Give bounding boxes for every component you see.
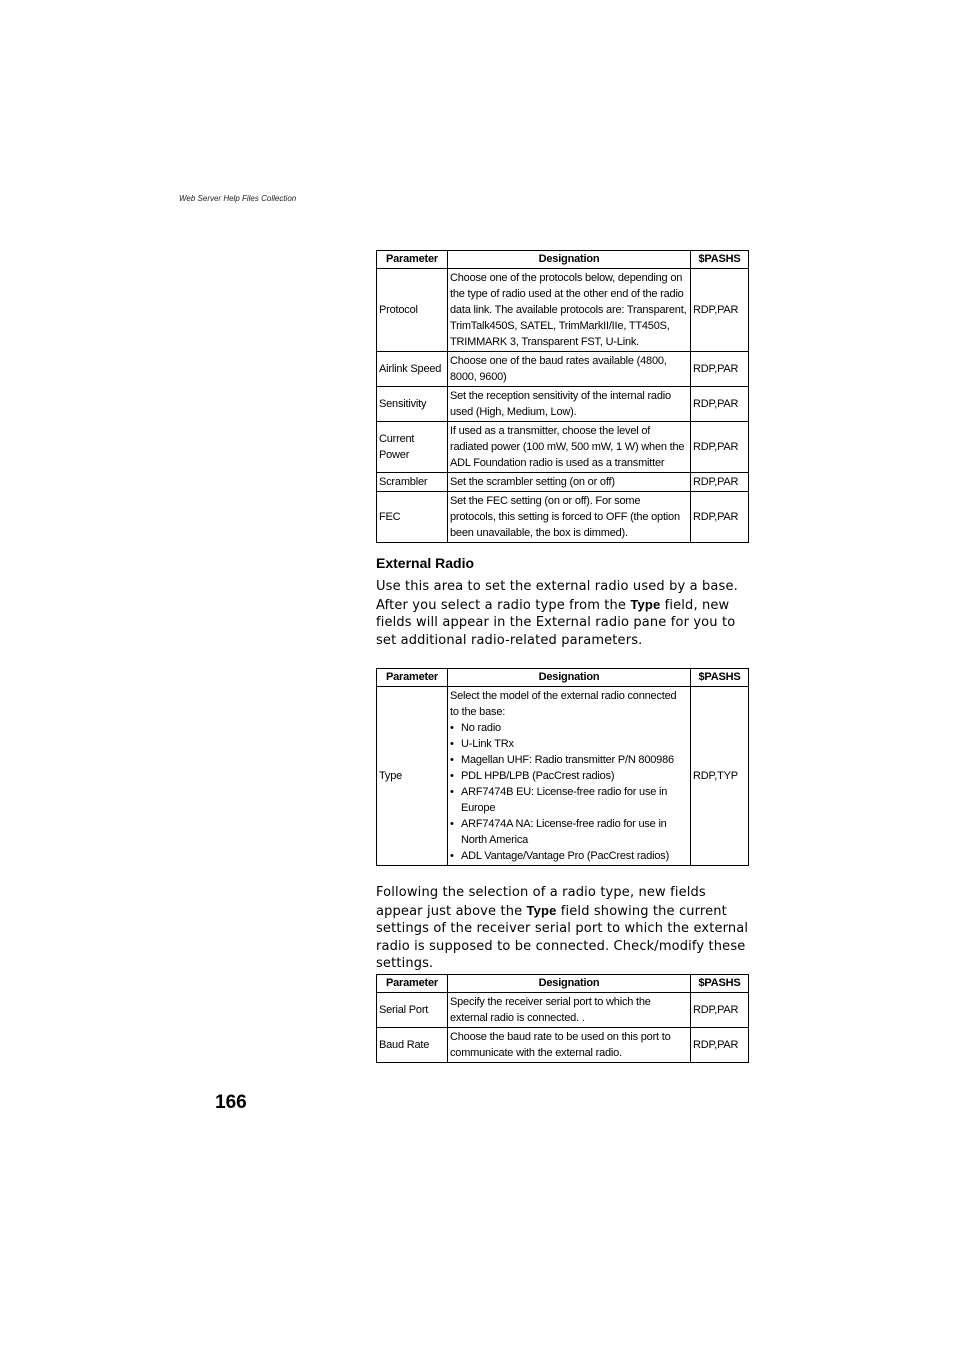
type-field-reference: Type: [630, 596, 661, 612]
table-row: [377, 1028, 749, 1063]
column-header-pashs: $PASHS: [691, 669, 749, 687]
parameter-cell: Protocol: [377, 269, 448, 352]
pashs-cell: RDP,PAR: [691, 269, 749, 352]
designation-cell: If used as a transmitter, choose the level of radiated power (100 mW, 500 mW, 1 W) when the ADL Foundation radio is used as a transmitter: [448, 422, 691, 473]
internal-radio-table: [376, 250, 749, 543]
parameter-cell: Current Power: [377, 422, 448, 473]
list-item: • ARF7474B EU: License-free radio for use in Europe: [450, 784, 688, 816]
column-header-parameter: Parameter: [377, 251, 448, 269]
designation-intro: Select the model of the external radio connected to the base:: [450, 690, 677, 718]
running-header: Web Server Help Files Collection: [179, 194, 297, 203]
table-row: [377, 993, 749, 1028]
designation-cell: [448, 687, 691, 866]
table-row: [377, 269, 749, 352]
pashs-cell: RDP,PAR: [691, 422, 749, 473]
section-heading-external-radio: External Radio: [376, 555, 475, 571]
designation-cell: Set the scrambler setting (on or off): [448, 473, 691, 492]
designation-cell: Choose one of the protocols below, depending on the type of radio used at the other end of the radio data link. The available protocols are: Transparent, TrimTalk450S, SATEL, TrimMarkII/IIe, TT450S, TRIMMARK 3, Transparent FST, U-Link.: [448, 269, 691, 352]
parameter-cell: Airlink Speed: [377, 352, 448, 387]
table-row: [377, 387, 749, 422]
serial-port-table: [376, 974, 749, 1063]
column-header-designation: Designation: [448, 975, 691, 993]
column-header-parameter: Parameter: [377, 669, 448, 687]
parameter-cell: Scrambler: [377, 473, 448, 492]
list-item: • Magellan UHF: Radio transmitter P/N 800986: [450, 752, 688, 768]
designation-cell: Choose the baud rate to be used on this port to communicate with the external radio.: [448, 1028, 691, 1063]
designation-cell: Choose one of the baud rates available (4800, 8000, 9600): [448, 352, 691, 387]
table-row: [377, 422, 749, 473]
column-header-designation: Designation: [448, 251, 691, 269]
pashs-cell: RDP,TYP: [691, 687, 749, 866]
pashs-cell: RDP,PAR: [691, 473, 749, 492]
radio-model-list: [450, 720, 688, 864]
parameter-cell: Sensitivity: [377, 387, 448, 422]
type-field-reference: Type: [526, 902, 557, 918]
list-item: • ARF7474A NA: License-free radio for use in North America: [450, 816, 688, 848]
pashs-cell: RDP,PAR: [691, 1028, 749, 1063]
page-number: 166: [215, 1092, 247, 1113]
table-header-row: [377, 975, 749, 993]
pashs-cell: RDP,PAR: [691, 993, 749, 1028]
designation-cell: Set the FEC setting (on or off). For some protocols, this setting is forced to OFF (the option been unavailable, the box is dimmed).: [448, 492, 691, 543]
following-text-after: field showing the current settings of the receiver serial port to which the external radio is supposed to be connected. Check/modify these settings.: [376, 903, 749, 971]
table-row: [377, 352, 749, 387]
external-radio-type-table: [376, 668, 749, 866]
following-paragraph: [376, 884, 756, 973]
table-row: [377, 687, 749, 866]
list-item: • U-Link TRx: [450, 736, 688, 752]
following-text-before: Following the selection of a radio type, new fields appear just above the: [376, 885, 706, 919]
column-header-parameter: Parameter: [377, 975, 448, 993]
table-row: [377, 473, 749, 492]
external-radio-intro: [376, 578, 756, 649]
list-item: • No radio: [450, 720, 688, 736]
parameter-cell: Type: [377, 687, 448, 866]
designation-cell: Specify the receiver serial port to which the external radio is connected. .: [448, 993, 691, 1028]
pashs-cell: RDP,PAR: [691, 492, 749, 543]
list-item: • PDL HPB/LPB (PacCrest radios): [450, 768, 688, 784]
table-header-row: [377, 251, 749, 269]
parameter-cell: Baud Rate: [377, 1028, 448, 1063]
column-header-designation: Designation: [448, 669, 691, 687]
column-header-pashs: $PASHS: [691, 251, 749, 269]
intro-text-after: field, new fields will appear in the External radio pane for you to set additional radio-related parameters.: [376, 597, 736, 648]
intro-text-before: Use this area to set the external radio used by a base. After you select a radio type from the: [376, 579, 738, 613]
table-row: [377, 492, 749, 543]
column-header-pashs: $PASHS: [691, 975, 749, 993]
table-header-row: [377, 669, 749, 687]
parameter-cell: FEC: [377, 492, 448, 543]
list-item: • ADL Vantage/Vantage Pro (PacCrest radios): [450, 848, 688, 864]
pashs-cell: RDP,PAR: [691, 387, 749, 422]
parameter-cell: Serial Port: [377, 993, 448, 1028]
pashs-cell: RDP,PAR: [691, 352, 749, 387]
designation-cell: Set the reception sensitivity of the internal radio used (High, Medium, Low).: [448, 387, 691, 422]
